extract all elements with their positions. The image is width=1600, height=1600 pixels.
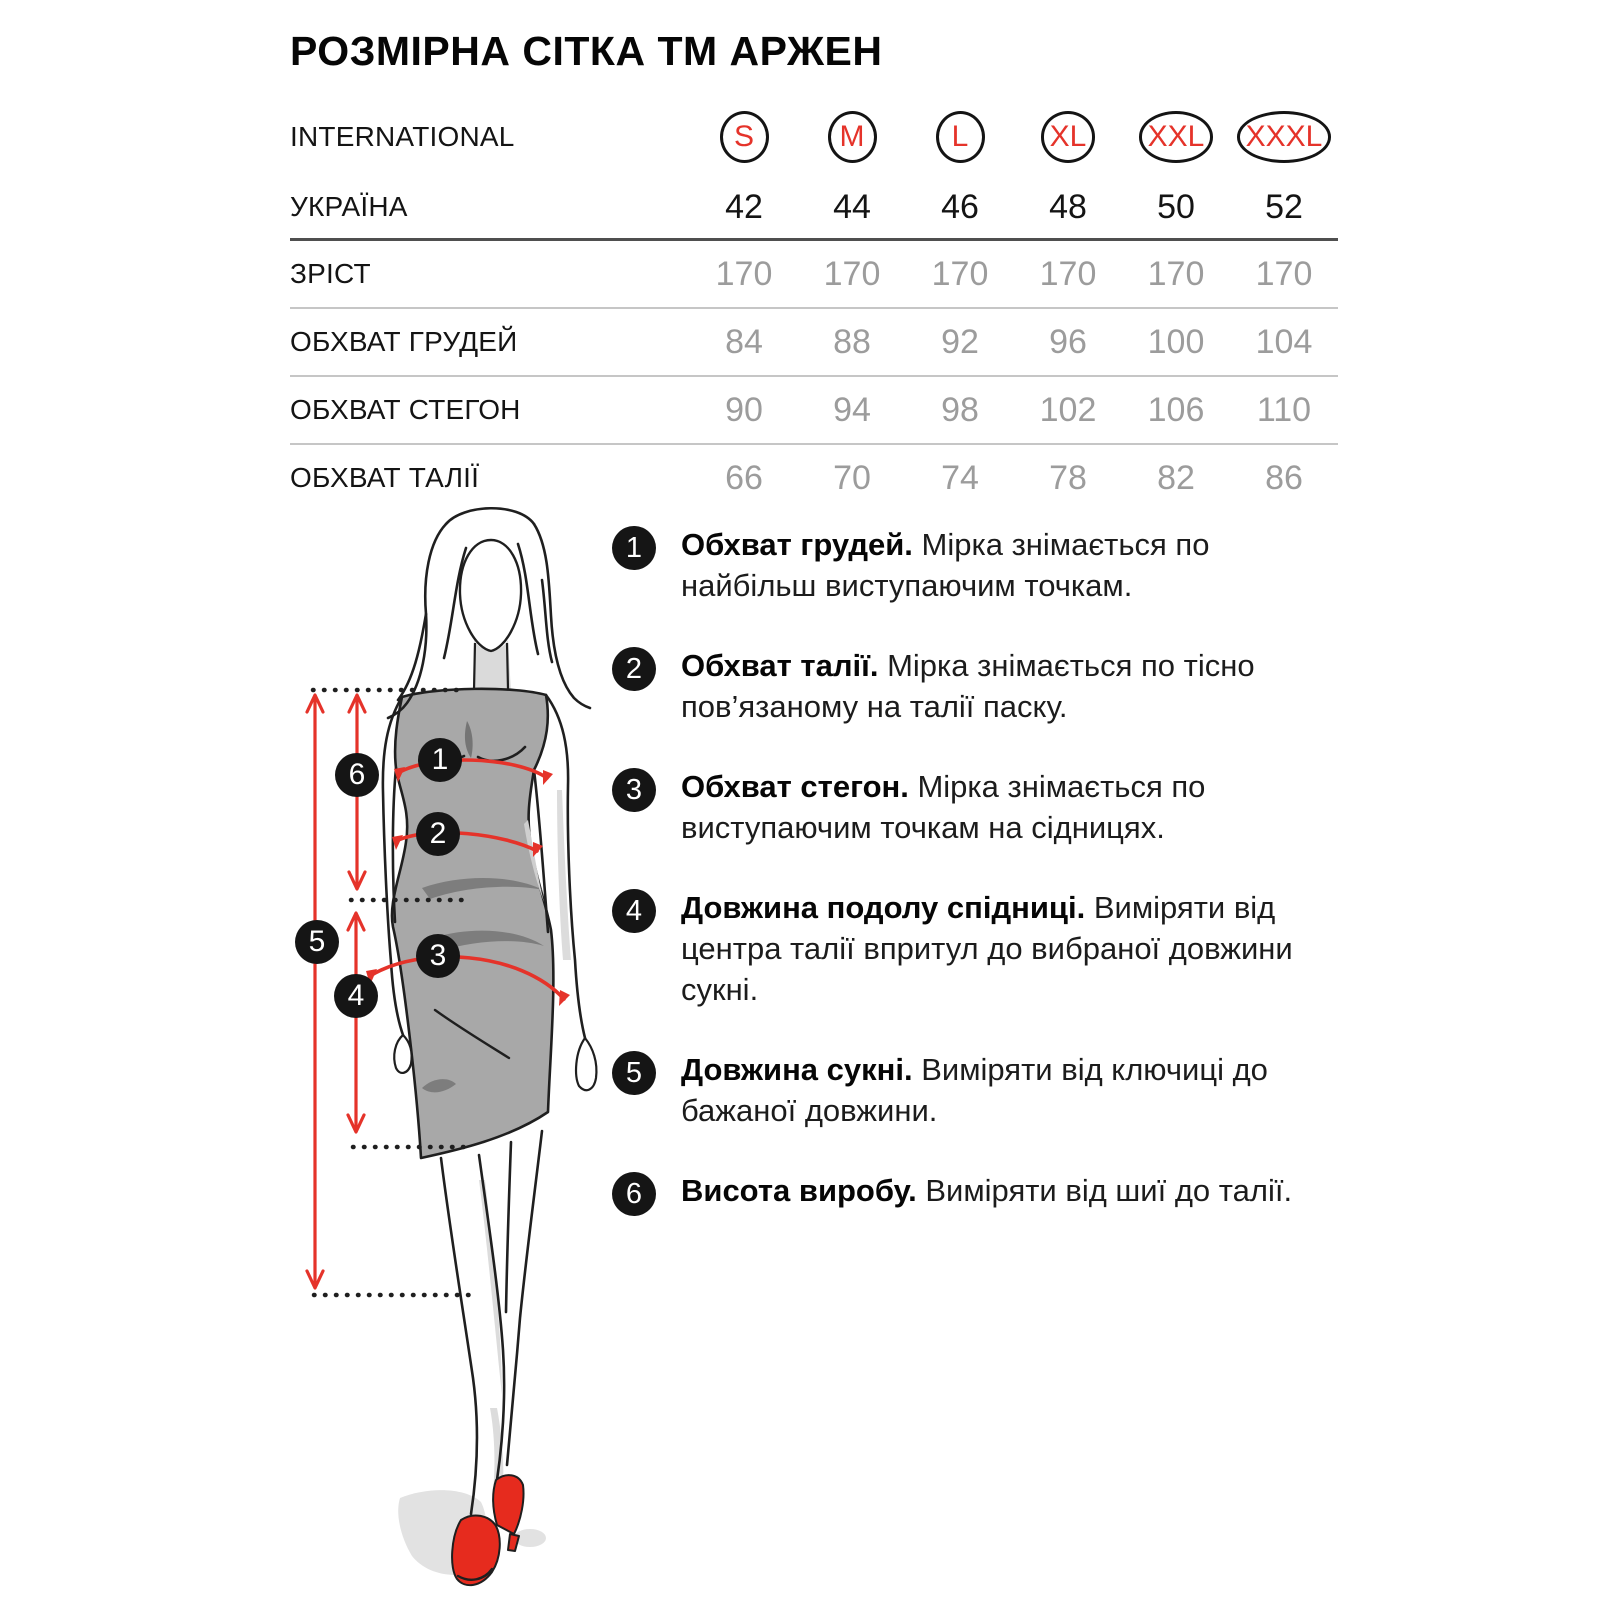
figure-marker-6: 6: [335, 753, 379, 797]
legend-number-badge: 4: [612, 889, 656, 933]
legend-item: [612, 887, 1312, 1010]
table-cell: 78: [1049, 458, 1087, 497]
table-cell: 52: [1265, 187, 1303, 226]
figure-marker-2: 2: [416, 812, 460, 856]
table-cell: 170: [715, 254, 773, 293]
table-cell: 48: [1049, 187, 1087, 226]
table-row: [290, 176, 1338, 238]
table-cell: [906, 111, 1014, 163]
table-row: [290, 375, 1338, 443]
legend-text: Довжина подолу спідниці. Виміряти від центра талії впритул до вибраної довжини сукні.: [681, 890, 1293, 1007]
table-cell: 102: [1039, 390, 1097, 429]
legend-text: Довжина сукні. Виміряти від ключиці до бажаної довжини.: [681, 1052, 1268, 1128]
table-cell: 66: [725, 458, 763, 497]
table-cell: [1014, 111, 1122, 163]
table-cell: 88: [833, 322, 871, 361]
table-cell: 44: [833, 187, 871, 226]
table-cell: 90: [725, 390, 763, 429]
table-cell: 92: [941, 322, 979, 361]
legend-text: Обхват талії. Мірка знімається по тісно пов’язаному на талії паску.: [681, 648, 1255, 724]
red-shoes: [452, 1475, 523, 1585]
row-label: ОБХВАТ СТЕГОН: [290, 394, 521, 425]
legs-outline: [441, 1131, 542, 1514]
table-cell: 42: [725, 187, 763, 226]
figure-marker-4: 4: [334, 974, 378, 1018]
table-cell: 170: [1255, 254, 1313, 293]
size-badge: XL: [1041, 111, 1096, 163]
legend-item: [612, 524, 1312, 606]
row-label: ОБХВАТ ГРУДЕЙ: [290, 326, 518, 357]
row-label: ЗРІСТ: [290, 258, 371, 289]
size-badge: XXXL: [1237, 111, 1332, 163]
table-cell: 96: [1049, 322, 1087, 361]
table-cell: 170: [823, 254, 881, 293]
table-cell: [1230, 111, 1338, 163]
legend-item: [612, 1170, 1312, 1216]
row-label: УКРАЇНА: [290, 191, 408, 222]
legend-item: [612, 766, 1312, 848]
legend-number-badge: 2: [612, 647, 656, 691]
table-cell: 84: [725, 322, 763, 361]
legend-number-badge: 3: [612, 768, 656, 812]
table-cell: 100: [1147, 322, 1205, 361]
table-cell: 94: [833, 390, 871, 429]
table-cell: [798, 111, 906, 163]
legend-text: Обхват стегон. Мірка знімається по виступаючим точкам на сідницях.: [681, 769, 1206, 845]
legend-text: Висота виробу. Виміряти від шиї до талії.: [681, 1173, 1293, 1208]
table-cell: 170: [1039, 254, 1097, 293]
face: [460, 540, 521, 651]
table-row: [290, 307, 1338, 375]
table-cell: [690, 111, 798, 163]
table-cell: 46: [941, 187, 979, 226]
table-cell: 50: [1157, 187, 1195, 226]
table-cell: 86: [1265, 458, 1303, 497]
page-title: РОЗМІРНА СІТКА ТМ АРЖЕН: [290, 28, 883, 74]
legend-item: [612, 645, 1312, 727]
size-badge: L: [936, 111, 985, 163]
table-cell: 82: [1157, 458, 1195, 497]
table-cell: 110: [1256, 390, 1312, 429]
size-badge: M: [828, 111, 877, 163]
table-cell: 104: [1255, 322, 1313, 361]
legend-item: [612, 1049, 1312, 1131]
table-cell: 74: [941, 458, 979, 497]
legend-number-badge: 1: [612, 526, 656, 570]
table-row: [290, 238, 1338, 307]
table-cell: 170: [931, 254, 989, 293]
size-badge: S: [720, 111, 769, 163]
figure-marker-5: 5: [295, 920, 339, 964]
size-badge: XXL: [1139, 111, 1214, 163]
table-cell: 70: [833, 458, 871, 497]
size-table: [290, 98, 1338, 511]
row-label: ОБХВАТ ТАЛІЇ: [290, 462, 480, 493]
figure-marker-1: 1: [418, 738, 462, 782]
legend-text: Обхват грудей. Мірка знімається по найбільш виступаючим точкам.: [681, 527, 1210, 603]
table-cell: 106: [1147, 390, 1205, 429]
table-cell: 170: [1147, 254, 1205, 293]
row-label: INTERNATIONAL: [290, 121, 515, 152]
legend-number-badge: 5: [612, 1051, 656, 1095]
table-cell: 98: [941, 390, 979, 429]
legend-number-badge: 6: [612, 1172, 656, 1216]
figure-marker-3: 3: [416, 934, 460, 978]
table-cell: [1122, 111, 1230, 163]
measurement-legend: [612, 524, 1312, 1216]
table-row: [290, 98, 1338, 176]
